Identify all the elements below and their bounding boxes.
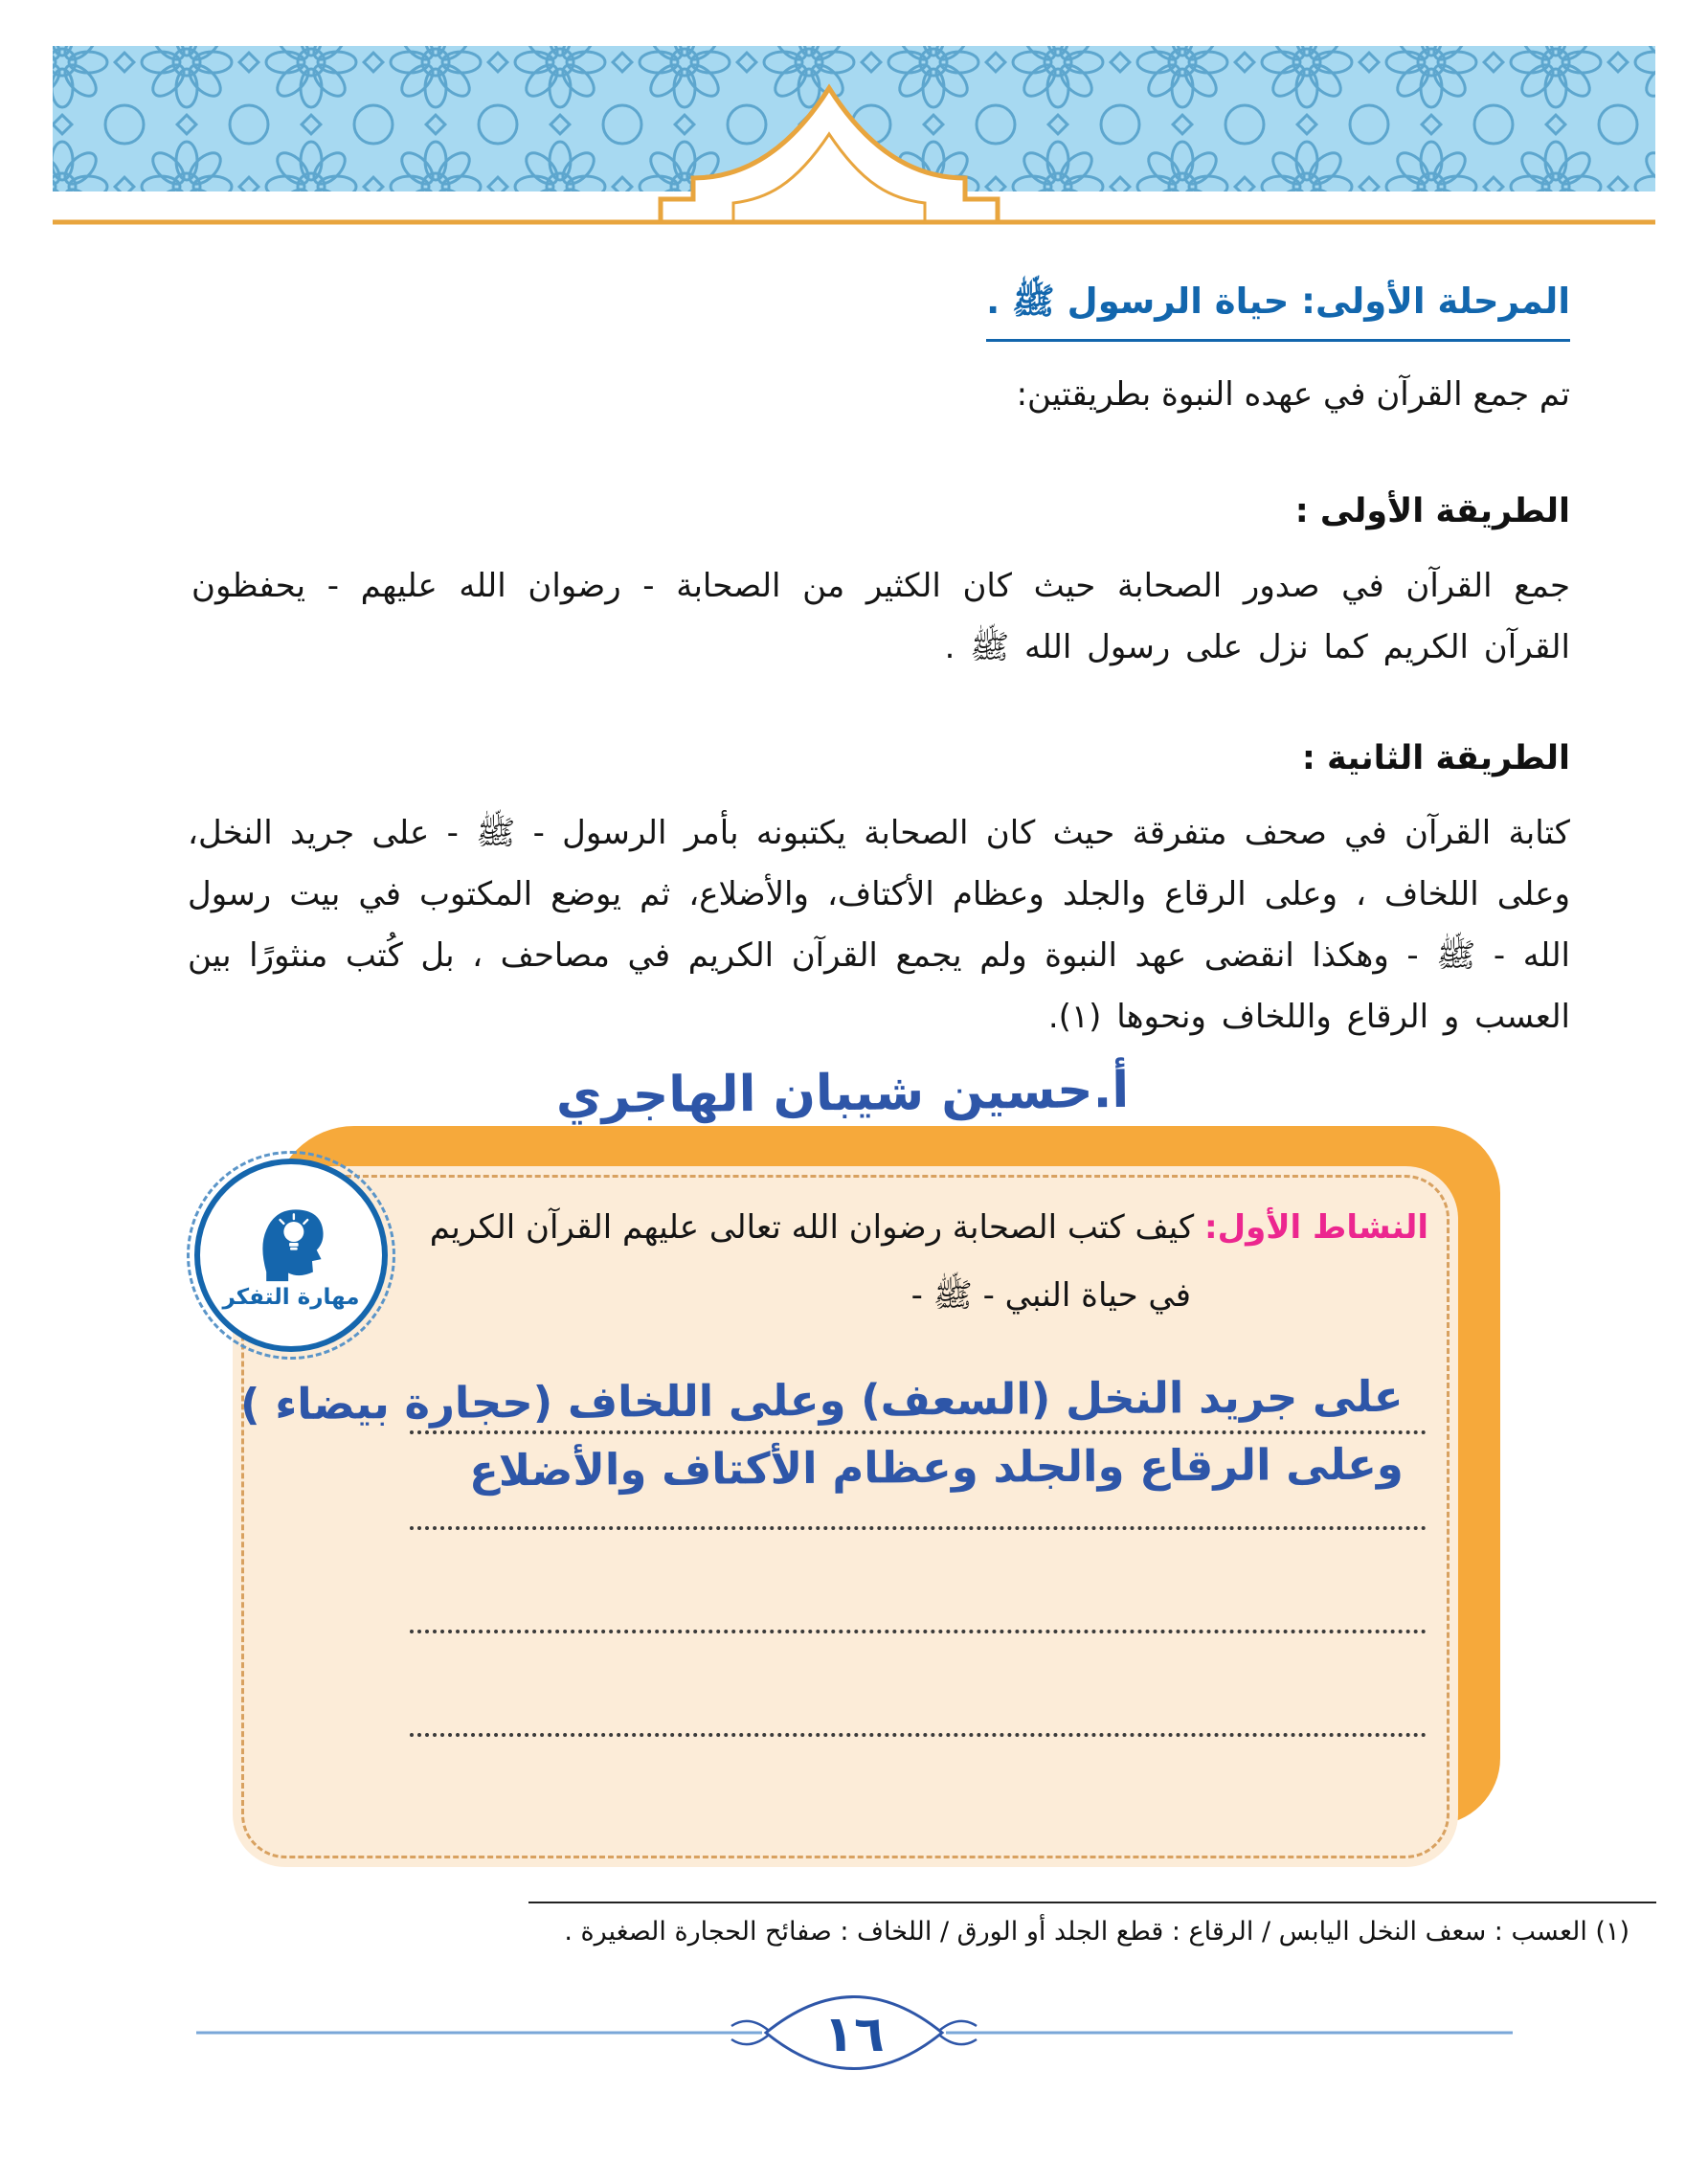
footnote-separator bbox=[528, 1902, 1656, 1903]
method-one-title: الطريقة الأولى : bbox=[1294, 492, 1570, 530]
handwritten-answer-line1: على جريد النخل (السعف) وعلى اللخاف (حجارة بيضاء ) bbox=[240, 1370, 1405, 1430]
header-ornament bbox=[0, 0, 1708, 287]
page-number: ١٦ bbox=[823, 2006, 885, 2063]
method-two-title: الطريقة الثانية : bbox=[1301, 739, 1570, 777]
intro-line: تم جمع القرآن في عهده النبوة بطريقتين: bbox=[1016, 375, 1570, 414]
activity-label: النشاط الأول: bbox=[1203, 1208, 1428, 1247]
method-one-body: جمع القرآن في صدور الصحابة حيث كان الكثير من الصحابة - رضوان الله عليهم - يحفظون القرآن الكريم كما نزل على رسول الله ﷺ . bbox=[191, 567, 1570, 666]
handwritten-answer-line2: وعلى الرقاع والجلد وعظام الأكتاف والأضلاع bbox=[469, 1438, 1405, 1497]
activity-panel bbox=[233, 1166, 1458, 1867]
thinking-skill-label: مهارة التفكر bbox=[222, 1285, 360, 1310]
activity-question-line1 bbox=[430, 1208, 1428, 1247]
activity-question-text: كيف كتب الصحابة رضوان الله تعالى عليهم القرآن الكريم bbox=[429, 1208, 1195, 1247]
answer-dotted-line-1 bbox=[410, 1430, 1427, 1434]
answer-dotted-line-2 bbox=[410, 1526, 1427, 1530]
footnote-text: (١) العسب : سعف النخل اليابس / الرقاع : قطع الجلد أو الورق / اللخاف : صفائح الحجارة الصغيرة . bbox=[564, 1917, 1629, 1947]
answer-dotted-line-3 bbox=[410, 1630, 1427, 1633]
answer-dotted-line-4 bbox=[410, 1733, 1427, 1737]
stage-heading: المرحلة الأولى: حياة الرسول ﷺ . bbox=[986, 280, 1570, 342]
page-number-ornament bbox=[0, 1965, 1708, 2127]
thinking-skill-badge bbox=[194, 1159, 388, 1352]
thinking-head-icon bbox=[250, 1201, 332, 1283]
handwritten-signature: أ.حسين شيبان الهاجري bbox=[555, 1061, 1130, 1126]
method-two-body: كتابة القرآن في صحف متفرقة حيث كان الصحابة يكتبونه بأمر الرسول - ﷺ - على جريد النخل، وعلى اللخاف ، وعلى الرقاع والجلد وعظام الأكتاف، والأضلاع، ثم يوضع المكتوب في بيت رسول الله - ﷺ - وهكذا انقضى عهد النبوة ولم يجمع القرآن الكريم في مصاحف ، بل كُتب منثورًا بين العسب و الرقاع واللخاف ونحوها (١). bbox=[188, 814, 1570, 1036]
activity-question-line2: في حياة النبي - ﷺ - bbox=[910, 1276, 1191, 1315]
